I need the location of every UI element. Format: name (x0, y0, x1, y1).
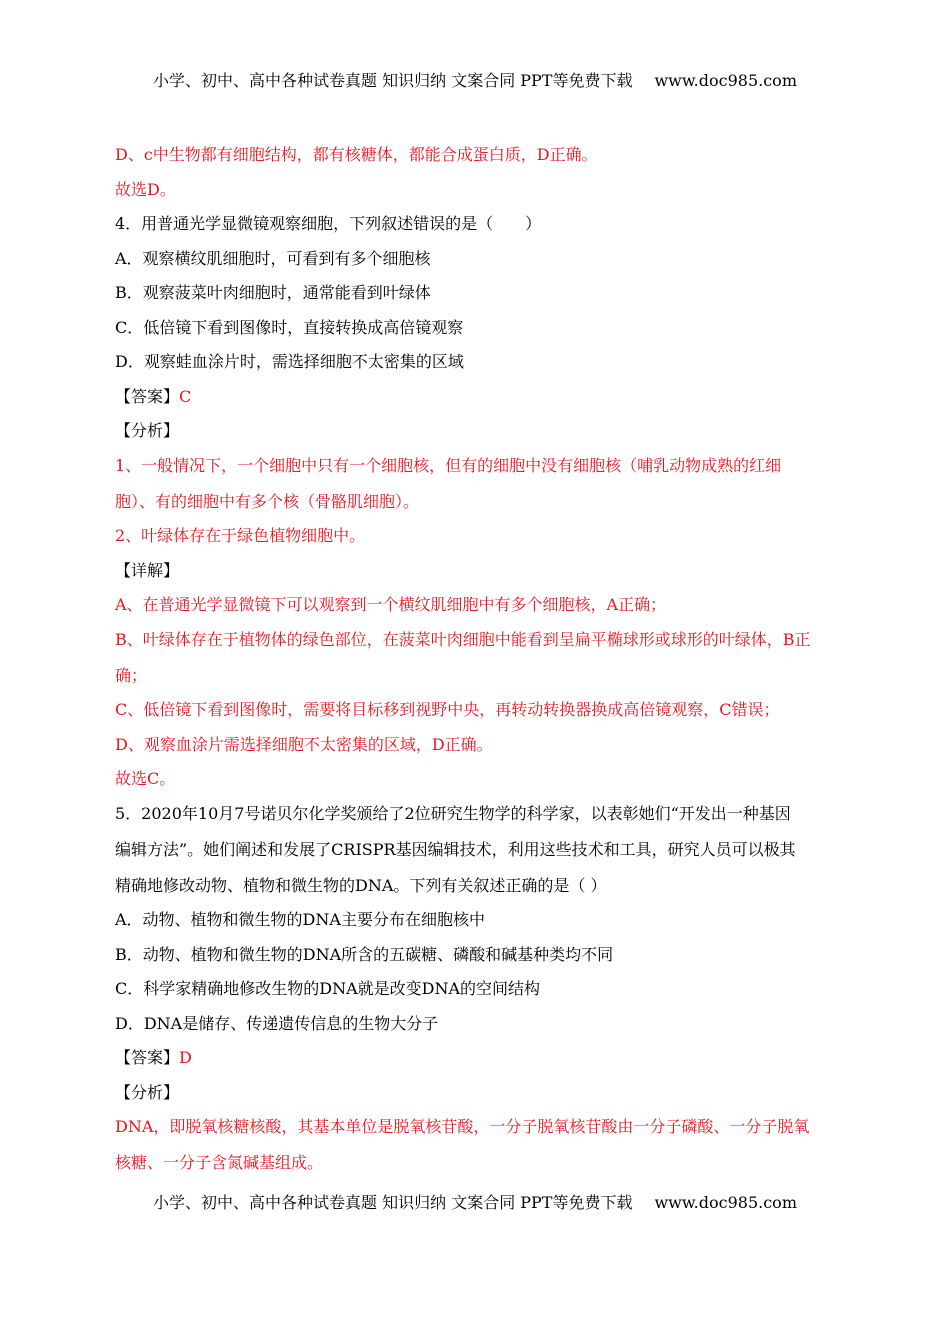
question-5-stem: 精确地修改动物、植物和微生物的DNA。下列有关叙述正确的是（ ） (115, 875, 607, 895)
answer-value: C (179, 386, 192, 406)
question-5-option-d: D．DNA是储存、传递遗传信息的生物大分子 (115, 1013, 439, 1033)
footer-site[interactable]: www.doc985.com (654, 1193, 797, 1212)
detail-text: C、低倍镜下看到图像时，需要将目标移到视野中央，再转动转换器换成高倍镜观察，C错误； (115, 700, 780, 719)
analysis-label: 【分析】 (115, 421, 180, 440)
answer-label: 【答案】 (115, 386, 180, 406)
analysis-text: DNA，即脱氧核糖核酸，其基本单位是脱氧核苷酸，一分子脱氧核苷酸由一分子磷酸、一分子脱氧 (115, 1117, 810, 1136)
detail-text: 确； (115, 665, 148, 685)
conclusion-line: 故选D。 (115, 179, 176, 199)
analysis-label: 【分析】 (115, 1082, 180, 1102)
question-5-stem: 5．2020年10月7号诺贝尔化学奖颁给了2位研究生物学的科学家，以表彰她们“开发出一种基因 (115, 803, 791, 823)
question-4-option-a: A．观察横纹肌细胞时，可看到有多个细胞核 (115, 248, 431, 268)
question-5-answer (115, 1047, 840, 1069)
analysis-text: 胞）、有的细胞中有多个核（骨骼肌细胞）。 (115, 491, 420, 511)
question-4-answer (115, 386, 840, 408)
detail-text: D、观察血涂片需选择细胞不太密集的区域，D正确。 (115, 734, 493, 754)
analysis-text: 核糖、一分子含氮碱基组成。 (115, 1153, 324, 1172)
question-5-option-b: B．动物、植物和微生物的DNA所含的五碳糖、磷酸和碱基种类均不同 (115, 944, 614, 964)
analysis-text: 1、一般情况下，一个细胞中只有一个细胞核，但有的细胞中没有细胞核（哺乳动物成熟的红细 (115, 455, 782, 475)
document-body (115, 144, 840, 1187)
question-5-stem: 编辑方法”。她们阐述和发展了CRISPR基因编辑技术，利用这些技术和工具，研究人员可以极其 (115, 839, 796, 859)
question-4-option-d: D．观察蛙血涂片时，需选择细胞不太密集的区域 (115, 352, 464, 371)
page-footer (0, 1190, 950, 1213)
header-site[interactable]: www.doc985.com (654, 71, 797, 90)
footer-text: 小学、初中、高中各种试卷真题 知识归纳 文案合同 PPT等免费下载 (153, 1193, 633, 1212)
header-text: 小学、初中、高中各种试卷真题 知识归纳 文案合同 PPT等免费下载 (153, 71, 633, 90)
detail-text: A、在普通光学显微镜下可以观察到一个横纹肌细胞中有多个细胞核，A正确； (115, 595, 667, 614)
question-4-option-b: B．观察菠菜叶肉细胞时，通常能看到叶绿体 (115, 283, 431, 302)
question-4-option-c: C．低倍镜下看到图像时，直接转换成高倍镜观察 (115, 317, 464, 337)
detail-text: B、叶绿体存在于植物体的绿色部位，在菠菜叶肉细胞中能看到呈扁平椭球形或球形的叶绿体，B正 (115, 629, 811, 649)
conclusion-line: 故选C。 (115, 769, 176, 788)
page-header (0, 68, 950, 91)
analysis-line: D、c中生物都有细胞结构，都有核糖体，都能合成蛋白质，D正确。 (115, 145, 598, 164)
analysis-text: 2、叶绿体存在于绿色植物细胞中。 (115, 526, 366, 545)
answer-value: D (179, 1048, 192, 1067)
question-5-option-a: A．动物、植物和微生物的DNA主要分布在细胞核中 (115, 910, 485, 929)
question-5-option-c: C．科学家精确地修改生物的DNA就是改变DNA的空间结构 (115, 979, 541, 998)
detail-label: 【详解】 (115, 560, 180, 580)
question-4-stem: 4．用普通光学显微镜观察细胞，下列叙述错误的是（ ） (115, 214, 542, 233)
answer-label: 【答案】 (115, 1048, 180, 1067)
